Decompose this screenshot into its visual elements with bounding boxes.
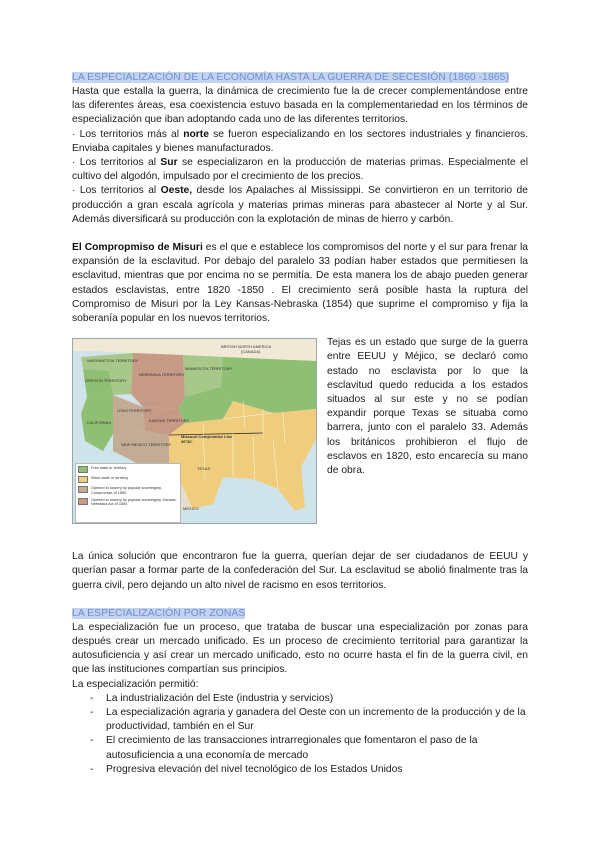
legend-swatch-1854 xyxy=(78,498,88,505)
map-figure-row xyxy=(72,336,528,524)
west-paragraph: · Los territorios al Oeste, desde los Apalaches al Mississippi. Se convirtieron en un territorio de producción a gran escala agrícola y materias primas mineras para abastecer al Norte y al Sur. Además diversificará su producción con la explotación de minas de hierro y carbón. xyxy=(72,185,529,225)
map-legend xyxy=(75,463,181,523)
section-heading-1: LA ESPECIALIZACIÓN DE LA ECONOMÍA HASTA LA GUERRA DE SECESIÓN (1860 -1865) xyxy=(72,72,509,83)
texas-paragraph: Tejas es un estado que surge de la guerra entre EEUU y Méjico, se declaró como estado no esclavista por lo que la esclavitud quedo reducida a los estados situados al sur este y no se podían expandir porque Texas se situaba como barrera, junto con el paralelo 33. Además los británicos prohibieron el flujo de esclavos en 1820, esto encarecía su mano de obra. xyxy=(327,337,528,477)
legend-swatch-free xyxy=(78,466,88,473)
south-paragraph: · Los territorios al Sur se especializaron en la producción de materias primas. Especialmente el cultivo del algodón, impulsado por el crecimiento de los precios. xyxy=(72,157,528,183)
list-item: - Progresiva elevación del nivel tecnológico de los Estados Unidos xyxy=(72,763,528,777)
list-item: - La industrialización del Este (industria y servicios) xyxy=(72,692,528,706)
list-item: - El crecimiento de las transacciones intrarregionales que fomentaron el paso de la autosuficiencia a una economía de mercado xyxy=(72,734,528,762)
map-label-kansas: KANSAS TERRITORY xyxy=(149,418,190,424)
document-page xyxy=(72,71,528,777)
list-intro: La especialización permitió: xyxy=(72,678,199,690)
map-label-canada: (CANADA) xyxy=(241,349,261,355)
benefits-list xyxy=(72,692,528,777)
list-item: - La especialización agraria y ganadera del Oeste con un incremento de la producción y de la productividad, también en el Sur xyxy=(72,706,528,734)
zones-paragraph: La especialización fue un proceso, que trataba de buscar una especialización por zonas para después crear un mercado unificado. Es un proceso de crecimiento territorial para garantizar la autosuficiencia y así crear un mercado unificado, esto no ocurre hasta el fin de la guerra civil, en que las instituciones compartían sus principios. xyxy=(72,621,528,676)
map-label-texas: TEXAS xyxy=(197,466,211,472)
legend-swatch-1850 xyxy=(78,486,88,493)
legend-item: Opened to slavery by popular sovereignty, Kansas-Nebraska Act of 1854 xyxy=(78,498,178,507)
map-label-minnesota: MINNESOTA TERRITORY xyxy=(185,366,233,372)
solution-paragraph: La única solución que encontraron fue la guerra, querían dejar de ser ciudadanos de EEUU y querían pasar a formar parte de la confederación del Sur. La esclavitud se abolió finalmente tras la guerra civil, pero dejando un alto nivel de racismo en esos territorios. xyxy=(72,551,528,591)
us-slavery-map xyxy=(72,338,317,524)
missouri-paragraph: El Compropmiso de Misuri es el que e establece los compromisos del norte y el sur para frenar la expansión de la esclavitud. Por debajo del paralelo 33 podían haber estados que permitiesen la esclavitud, mientras que por encima no se permitía. De esta manera los de abajo pueden generar estados esclavistas, entre 1820 -1850 . El crecimiento será posible hasta la ruptura del Compromiso de Misuri por la Ley Kansas-Nebraska (1854) que suprime el compromiso y fija la soberanía popular en los nuevos territorios. xyxy=(72,242,528,325)
legend-swatch-slave xyxy=(78,476,88,483)
map-label-oregon: OREGON TERRITORY xyxy=(85,378,127,384)
map-label-mexico: MEXICO xyxy=(183,506,199,512)
section-heading-2: LA ESPECIALIZACIÓN POR ZONAS xyxy=(72,607,246,619)
map-label-missouri-line: Missouri Compromise Line 36°30' xyxy=(181,434,233,444)
map-label-nebraska: NEBRASKA TERRITORY xyxy=(139,372,185,378)
map-label-washington: WASHINGTON TERRITORY xyxy=(87,358,139,364)
legend-item: Free state or territory xyxy=(78,466,178,473)
map-label-utah: UTAH TERRITORY xyxy=(117,408,152,414)
legend-item: Opened to slavery by popular sovereignty, Compromise of 1850 xyxy=(78,486,178,495)
map-label-british: BRITISH NORTH AMERICA xyxy=(221,344,272,350)
intro-paragraph: Hasta que estalla la guerra, la dinámica de crecimiento fue la de crecer complementándose entre las diferentes áreas, esa coexistencia estuvo basada en la complementariedad en los términos de especialización que iban adoptando cada uno de las diferentes territorios. xyxy=(72,86,528,126)
north-paragraph: · Los territorios más al norte se fueron especializando en los sectores industriales y financieros. Enviaba capitales y bienes manufacturados. xyxy=(72,128,529,154)
legend-item: Slave state or territory xyxy=(78,476,178,483)
map-label-california: CALIFORNIA xyxy=(87,420,112,426)
map-label-newmexico: NEW MEXICO TERRITORY xyxy=(121,442,172,448)
